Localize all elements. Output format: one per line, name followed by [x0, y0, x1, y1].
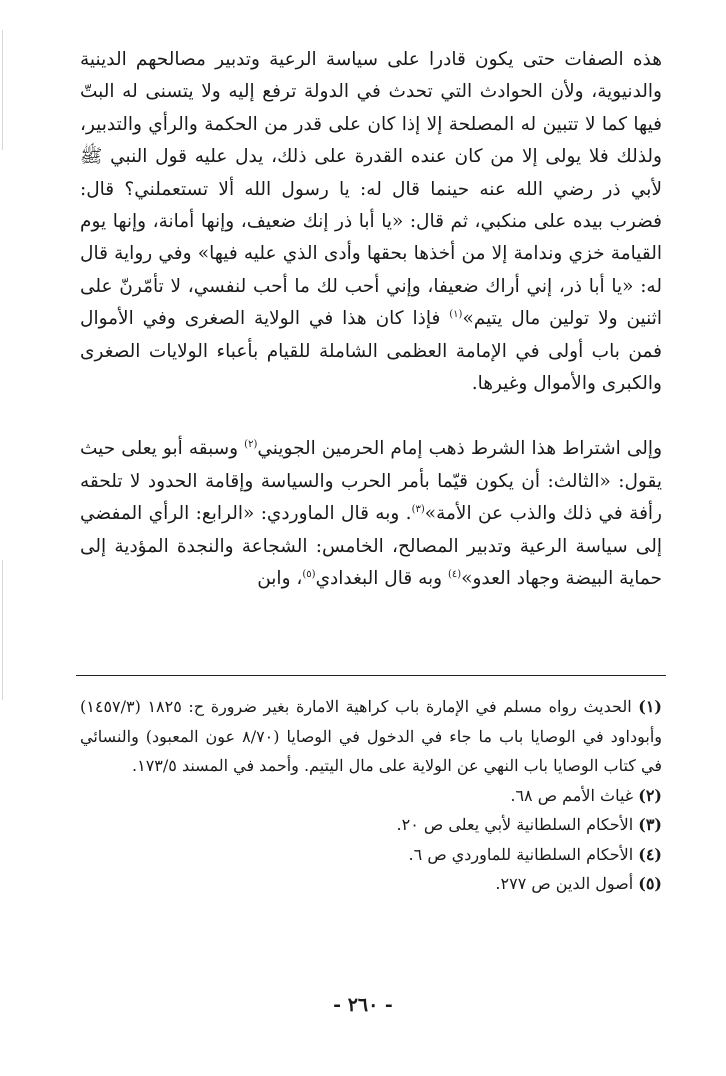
paragraph-text: فإذا كان هذا في الولاية الصغرى وفي الأموال فمن باب أولى في الإمامة العظمى الشاملة للقيام بأعباء الولايات الصغرى والكبرى والأموال وغيرها.	[80, 308, 662, 395]
footnote-ref: (٥)	[302, 568, 316, 580]
footnote-divider	[76, 675, 666, 676]
paragraph-text: وبه قال البغدادي	[315, 568, 448, 590]
footnote-number: (١)	[638, 697, 662, 716]
footnote-ref: (٤)	[447, 568, 462, 580]
paragraph	[80, 44, 662, 400]
footnote	[80, 692, 662, 781]
paragraph-text: . وبه قال الماوردي: «الرابع: الرأي المفضي إلى سياسة الرعية وتدبير المصالح، الخامس: الشجاعة والنجدة المؤدية إلى حماية البيضة وجهاد العدو»	[80, 503, 662, 590]
footnote-text: الحديث رواه مسلم في الإمارة باب كراهية الامارة بغير ضرورة ح: ١٨٢٥ (١٤٥٧/٣) وأبوداود في الوصايا باب ما جاء في الدخول في الوصايا (٨/٧٠ عون المعبود) والنسائي في كتاب الوصايا باب النهي عن الولاية على مال اليتيم. وأحمد في المسند ١٧٣/٥.	[80, 697, 662, 775]
scan-edge-mark	[2, 560, 3, 700]
footnote-text: الأحكام السلطانية لأبي يعلى ص ٢٠.	[396, 815, 634, 834]
footnote-number: (٣)	[638, 815, 662, 834]
paragraph-text: ، وابن	[257, 568, 303, 590]
footnote-number: (٥)	[638, 874, 662, 893]
footnote-ref: (٣)	[411, 504, 425, 516]
page-number: - ٢٦٠ -	[333, 994, 393, 1016]
footnote-ref: (١)	[449, 309, 463, 321]
footnote	[80, 781, 662, 811]
footnote-number: (٢)	[638, 785, 662, 805]
footnote	[80, 840, 662, 870]
paragraph-text: وسبقه أبو يعلى حيث يقول: «الثالث: أن يكون قيّما بأمر الحرب والسياسة وإقامة الحدود لا تلحقه رأفة في ذلك والذب عن الأمة»	[80, 438, 662, 525]
main-text	[80, 44, 662, 596]
paragraph-text: هذه الصفات حتى يكون قادرا على سياسة الرعية وتدبير مصالحهم الدينية والدنيوية، ولأن الحوادث التي تحدث في الدولة ترفع إليه ولا يتسنى له البتّ فيها كما لا تتبين له المصلحة إلا إذا كان على قدر من الحكمة والرأي والتدبير، ولذلك فلا يولى إلا من كان عنده القدرة على ذلك، يدل عليه قول النبي ﷺ لأبي ذر رضي الله عنه حينما قال له: يا رسول الله ألا تستعملني؟ قال: فضرب بيده على منكبي، ثم قال: «يا أبا ذر إنك ضعيف، وإنها أمانة، وإنها يوم القيامة خزي وندامة إلا من أخذها بحقها وأدى الذي عليه فيها» وفي رواية قال له: «يا أبا ذر، إني أراك ضعيفا، وإني أحب لك ما أحب لنفسي، لا تأمّرنّ على اثنين ولا تولين مال يتيم»	[80, 49, 663, 330]
footnote	[80, 869, 662, 899]
footnote-ref: (٢)	[244, 439, 258, 451]
footnote-text: أصول الدين ص ٢٧٧.	[495, 874, 634, 893]
scan-edge-mark	[2, 30, 3, 150]
footnote-number: (٤)	[638, 844, 662, 864]
footnote	[80, 810, 662, 840]
paragraph-text: وإلى اشتراط هذا الشرط ذهب إمام الحرمين الجويني	[257, 438, 662, 460]
paragraph	[80, 433, 662, 595]
footnote-text: الأحكام السلطانية للماوردي ص ٦.	[408, 844, 634, 864]
footnote-text: غياث الأمم ص ٦٨.	[510, 785, 634, 805]
footnotes	[80, 692, 662, 899]
